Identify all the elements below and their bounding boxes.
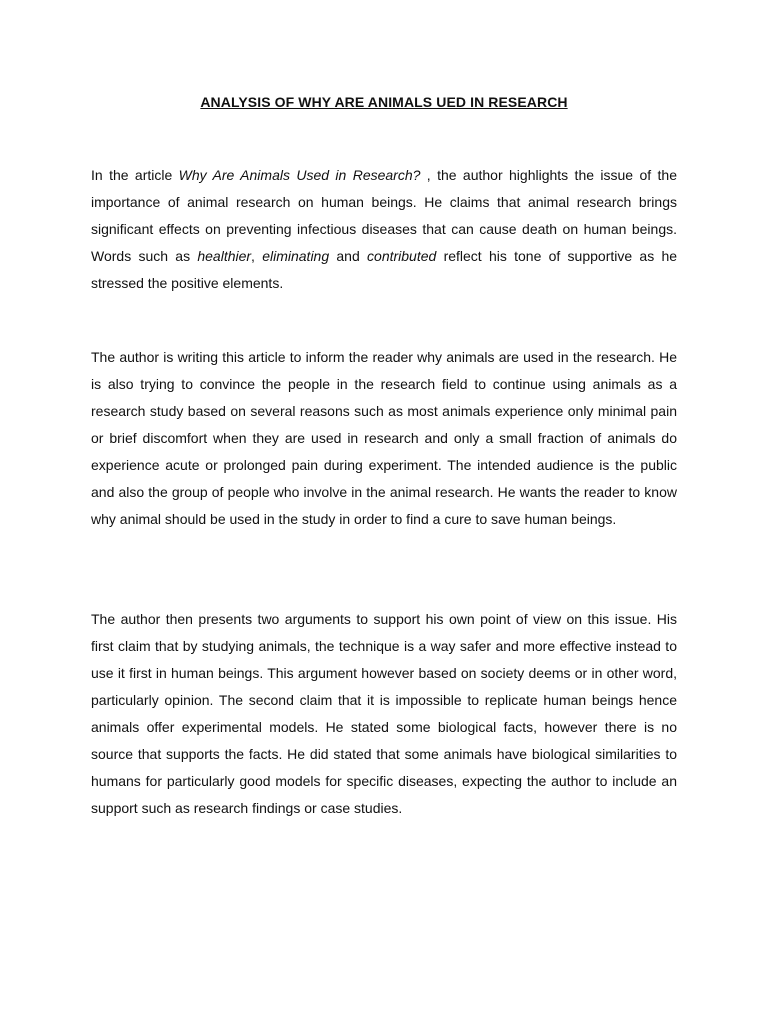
keyword-healthier: healthier	[197, 248, 252, 264]
paragraph-1-text-5: reflect his tone of supportive as he stressed the positive elements.	[91, 248, 678, 291]
keyword-eliminating: eliminating	[262, 248, 330, 264]
article-title: Why Are Animals Used in Research?	[178, 167, 421, 183]
keyword-contributed: contributed	[367, 248, 437, 264]
paragraph-1	[91, 162, 677, 297]
document-title: ANALYSIS OF WHY ARE ANIMALS UED IN RESEARCH	[200, 94, 568, 110]
paragraph-3: The author then presents two arguments to support his own point of view on this issue. His first claim that by studying animals, the technique is a way safer and more effective instead to use it first in human beings. This argument however based on society deems or in other word, particularly opinion. The second claim that it is impossible to replicate human beings hence animals offer experimental models. He stated some biological facts, however there is no source that supports the facts. He did stated that some animals have biological similarities to humans for particularly good models for specific diseases, expecting the author to include an support such as research findings or case studies.	[91, 611, 677, 816]
paragraph-1-text-1: In the article	[91, 167, 179, 183]
paragraph-2: The author is writing this article to inform the reader why animals are used in the research. He is also trying to convince the people in the research field to continue using animals as a research study based on several reasons such as most animals experience only minimal pain or brief discomfort when they are used in research and only a small fraction of animals do experience acute or prolonged pain during experiment. The intended audience is the public and also the group of people who involve in the animal research. He wants the reader to know why animal should be used in the study in order to find a cure to save human beings.	[91, 349, 677, 527]
paragraph-1-text-4: and	[329, 248, 368, 264]
paragraph-1-text-3: ,	[251, 248, 263, 264]
paragraph-1-text-2: , the author highlights the issue of the importance of animal research on human beings. He claims that animal research brings significant effects on preventing infectious diseases that can cause death on human beings. Words such as	[91, 167, 677, 264]
